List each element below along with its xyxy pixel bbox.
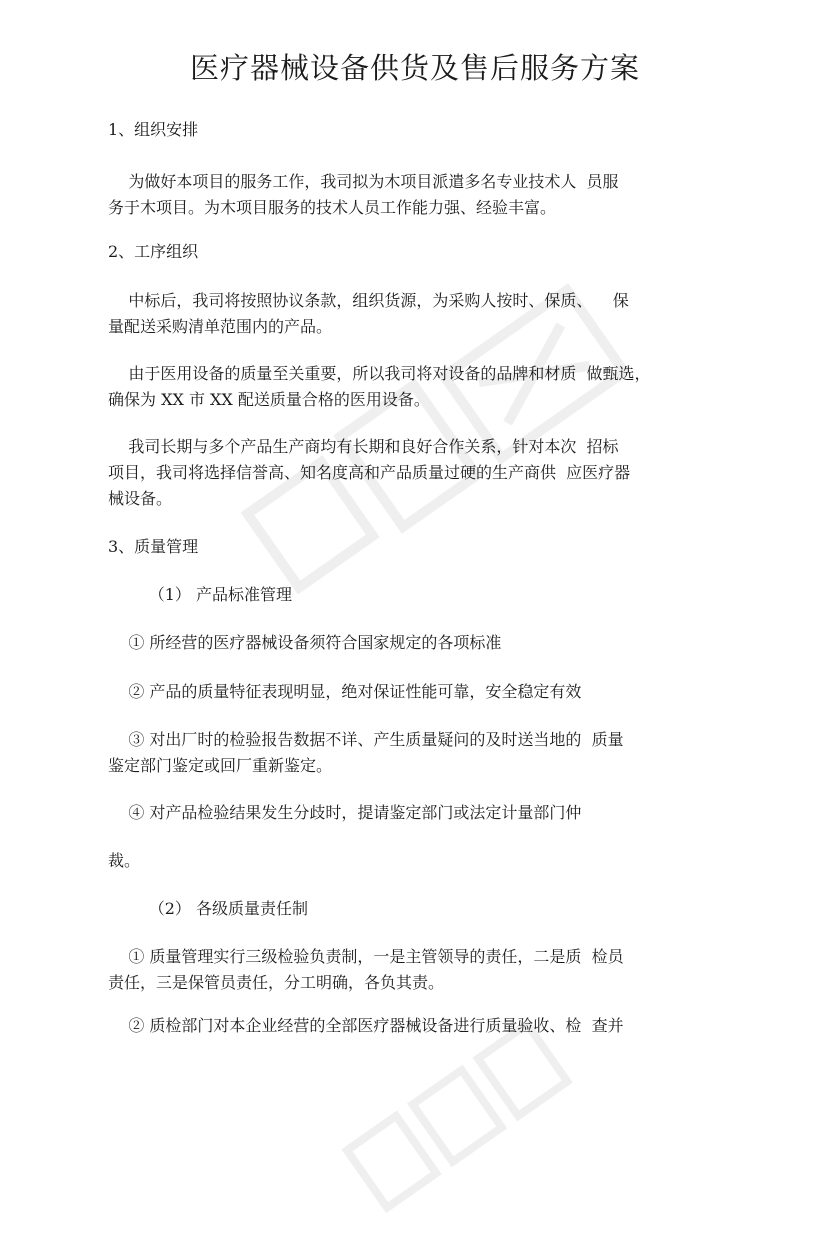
section-heading-process: 2、工序组织 [108, 242, 199, 261]
paragraph-manufacturers: 我司长期与多个产品生产商均有长期和良好合作关系，针对本次 招标 项目，我司将选择信誉高、知名度高和产品质量过硬的生产商供 应医疗器 械设备。 [108, 437, 631, 508]
document-title: 医疗器械设备供货及售后服务方案 [189, 51, 640, 85]
subheading-product-standards: （1） 产品标准管理 [108, 585, 292, 604]
section-heading-quality: 3、质量管理 [108, 537, 199, 556]
subheading-quality-responsibility: （2） 各级质量责任制 [108, 899, 308, 918]
paragraph-service-staff: 为做好本项目的服务工作，我司拟为木项目派遣多名专业技术人 员服 务于木项目。为木项目服务的技术人员工作能力强、经验丰富。 [108, 172, 619, 217]
list-item-responsibility-1: ① 质量管理实行三级检验负责制，一是主管领导的责任，二是质 检员 责任，三是保管员责任，分工明确，各负其责。 [108, 947, 624, 992]
list-item-standards-4-continued: 裁。 [108, 851, 141, 870]
list-item-standards-1: ① 所经营的医疗器械设备须符合国家规定的各项标准 [108, 633, 502, 652]
section-heading-organization: 1、组织安排 [108, 120, 199, 139]
list-item-standards-4: ④ 对产品检验结果发生分歧时，提请鉴定部门或法定计量部门仲 [108, 803, 582, 822]
list-item-standards-2: ② 产品的质量特征表现明显，绝对保证性能可靠，安全稳定有效 [108, 682, 582, 701]
list-item-standards-3: ③ 对出厂时的检验报告数据不详、产生质量疑问的及时送当地的 质量 鉴定部门鉴定或回厂重新鉴定。 [108, 730, 624, 775]
paragraph-delivery: 中标后，我司将按照协议条款，组织货源，为采购人按时、保质、 保 量配送采购清单范围内的产品。 [108, 291, 629, 336]
list-item-responsibility-2: ② 质检部门对本企业经营的全部医疗器械设备进行质量验收、检 查并 [108, 1016, 624, 1035]
paragraph-quality-selection: 由于医用设备的质量至关重要，所以我司将对设备的品牌和材质 做甄选， 确保为 XX 市 XX 配送质量合格的医用设备。 [108, 364, 651, 409]
